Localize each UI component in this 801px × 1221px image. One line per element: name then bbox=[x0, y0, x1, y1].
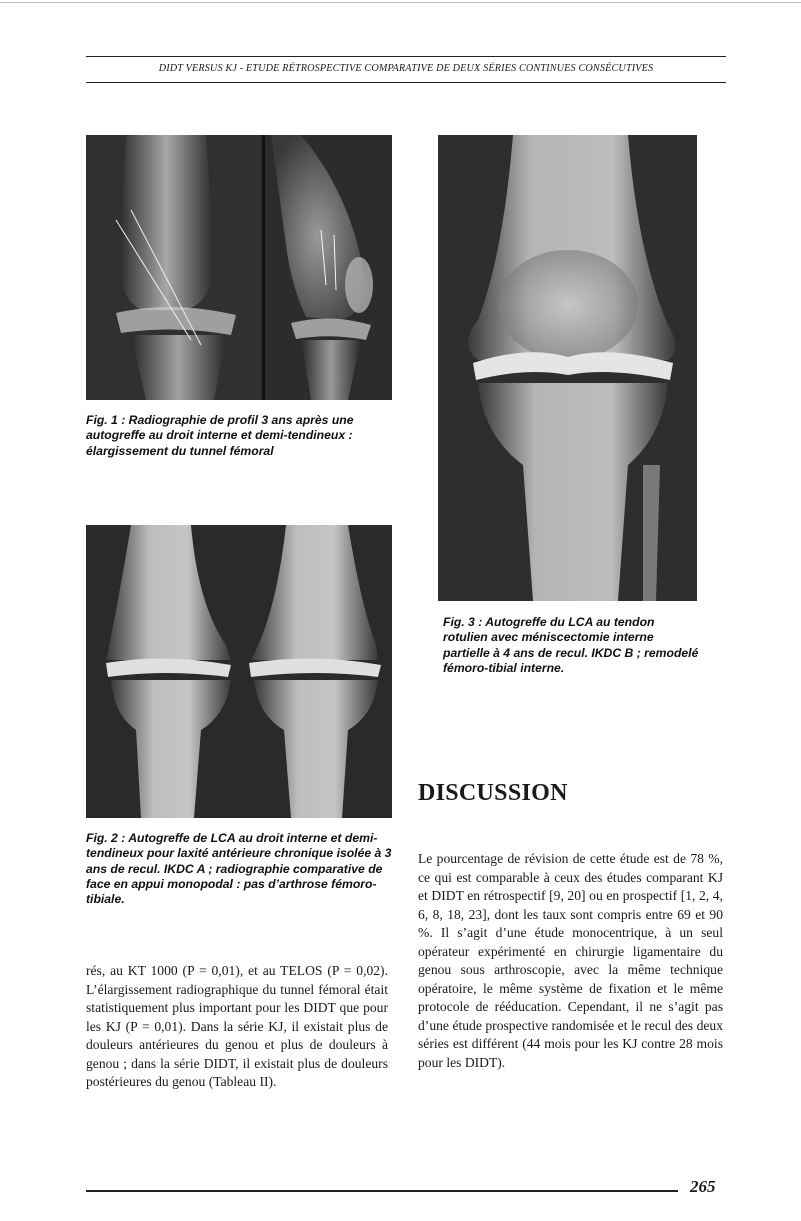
figure-3-caption bbox=[443, 615, 701, 676]
header-top-rule bbox=[0, 2, 801, 3]
running-title: DIDT VERSUS KJ - ETUDE RÉTROSPECTIVE COMPARATIVE DE DEUX SÉRIES CONTINUES CONSÉCUTIVES bbox=[158, 63, 654, 74]
header-rule-lower bbox=[86, 82, 726, 83]
figure-1-radiograph bbox=[86, 135, 392, 400]
discussion-paragraph: Le pourcentage de révision de cette étude est de 78 %, ce qui est comparable à ceux des études comparant KJ et DIDT en rétrospectif [9, 20] ou en prospectif [1, 2, 4, 6, 8, 18, 23], dont les taux sont compris entre 69 et 90 %. Il s’agit d’une étude monocentrique, à un seul opérateur expérimenté en chirurgie ligamentaire du genou sous arthroscopie, avec la même technique opératoire, le même système de fixation et le même protocole de rééducation. Cependant, il ne s’agit pas d’une étude prospective randomisée et le recul des deux séries est différent (44 mois pour les KJ contre 28 mois pour les DIDT). bbox=[418, 851, 723, 1070]
page-number: 265 bbox=[690, 1177, 716, 1196]
figure-3-radiograph bbox=[438, 135, 697, 601]
figure-1-caption bbox=[86, 413, 392, 459]
figure-2-caption-text: Fig. 2 : Autogreffe de LCA au droit interne et demi-tendineux pour laxité antérieure chronique isolée à 3 ans de recul. IKDC A ; radiographie comparative de face en appui monopodal : pas d’arthrose fémoro-tibiale. bbox=[86, 831, 392, 907]
header-rule-upper bbox=[86, 56, 726, 57]
results-paragraph: rés, au KT 1000 (P = 0,01), et au TELOS (P = 0,02). L’élargissement radiographique du tunnel fémoral était statistiquement plus important pour les DIDT que pour les KJ (P = 0,01). Dans la série KJ, il existait plus de douleurs antérieures du genou et plus de douleurs à genou ; dans la série DIDT, il existait plus de douleurs postérieures du genou (Tableau II). bbox=[86, 963, 388, 1089]
figure-3-caption-text: Fig. 3 : Autogreffe du LCA au tendon rotulien avec méniscectomie interne partielle à 4 ans de recul. IKDC B ; remodelé fémoro-tibial interne. bbox=[443, 615, 699, 675]
footer-rule bbox=[86, 1190, 678, 1192]
figure-1-caption-text: Fig. 1 : Radiographie de profil 3 ans après une autogreffe au droit interne et demi-tendineux : élargissement du tunnel fémoral bbox=[86, 413, 354, 458]
figure-2-caption bbox=[86, 831, 392, 907]
discussion-heading: DISCUSSION bbox=[418, 780, 568, 806]
figure-2-radiograph bbox=[86, 525, 392, 818]
